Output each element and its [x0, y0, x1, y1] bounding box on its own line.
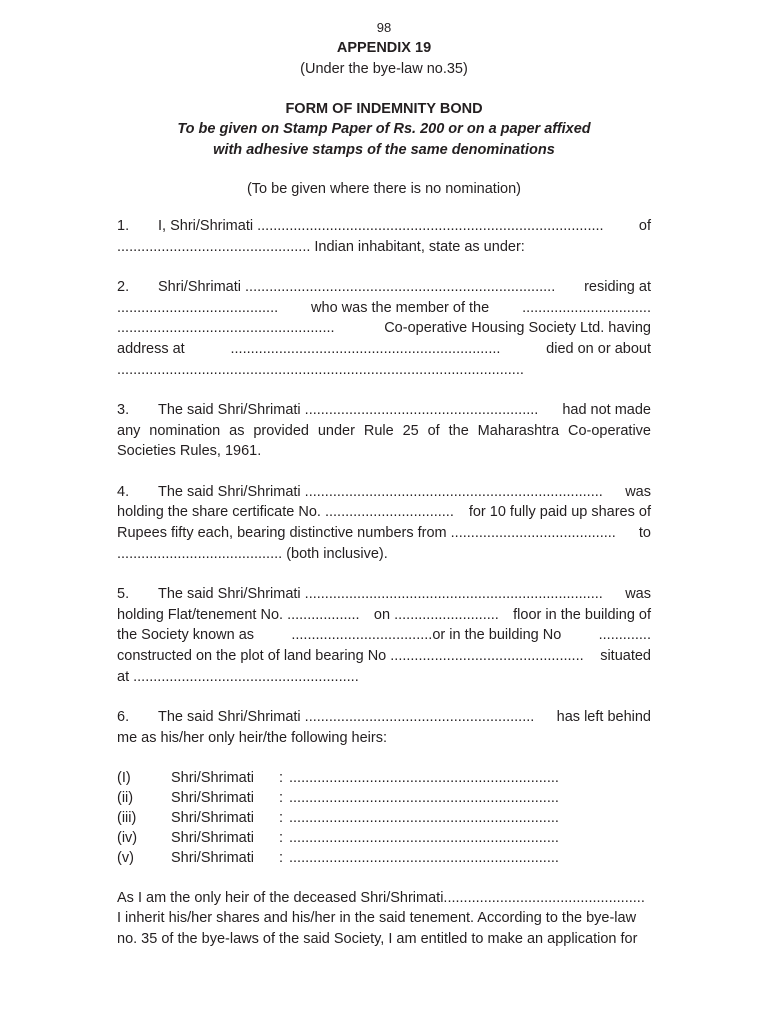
building-name-blank: ...................................or in the building No	[291, 627, 562, 644]
list-item	[117, 768, 651, 788]
text-fragment: no. 35 of the bye-laws of the said Society, I am entitled to make an application for	[117, 931, 638, 948]
paragraph-2	[117, 277, 651, 381]
heir-name-blank: ...................................................................	[289, 809, 559, 826]
appendix-heading: APPENDIX 19	[336, 40, 432, 56]
distinctive-numbers-blank: Rupees fifty each, bearing distinctive numbers from .........................................	[117, 524, 616, 541]
paragraph-5	[117, 584, 651, 688]
document-page	[117, 18, 651, 950]
text-fragment: floor in the building of	[513, 606, 651, 623]
text-fragment: was	[625, 585, 651, 602]
inhabitant-line: ................................................ Indian inhabitant, state as under:	[117, 238, 525, 255]
text-fragment: ......................................... (both inclusive).	[117, 545, 388, 562]
heir-name-blank: ...................................................................	[289, 769, 559, 786]
text-fragment: has left behind	[556, 708, 651, 725]
text-fragment: The said Shri/Shrimati ..........................................................................	[158, 585, 603, 602]
date-of-death-blank: .....................................................................................................	[117, 361, 524, 378]
text-fragment: had not made	[562, 401, 651, 418]
heir-name-blank: ...................................................................	[289, 789, 559, 806]
paragraph-number: 5.	[117, 585, 130, 602]
deceased-name-blank: Shri/Shrimati .............................................................................	[158, 278, 556, 295]
text-fragment: The said Shri/Shrimati ..........................................................	[158, 401, 539, 418]
heir-title: Shri/Shrimati	[171, 769, 254, 786]
paragraph-6	[117, 707, 651, 748]
text-fragment: for 10 fully paid up shares of	[468, 504, 651, 521]
text-fragment: to	[638, 524, 651, 541]
paragraph-number: 4.	[117, 483, 130, 500]
form-title: FORM OF INDEMNITY BOND	[285, 101, 483, 117]
building-number-blank: .............	[598, 627, 651, 644]
paragraph-number: 2.	[117, 278, 130, 295]
text-fragment: died on or about	[546, 341, 651, 358]
heir-number: (ii)	[117, 789, 134, 806]
separator: :	[279, 830, 284, 847]
text-fragment: As I am the only heir of the deceased Shri/Shrimati..................................................	[117, 889, 645, 906]
nomination-note: (To be given where there is no nomination)	[246, 181, 522, 197]
address-blank: ...................................................................	[230, 341, 501, 358]
heir-title: Shri/Shrimati	[171, 850, 254, 867]
share-certificate-blank: holding the share certificate No. ................................	[117, 504, 454, 521]
text-fragment: I inherit his/her shares and his/her in the said tenement. According to the bye-law	[117, 910, 637, 927]
nomination-statement: any nomination as provided under Rule 25 of the Maharashtra Co-operative Societies Rules, 1961.	[117, 422, 651, 460]
page-number: 98	[376, 20, 392, 35]
list-item	[117, 828, 651, 848]
heir-name-blank: ...................................................................	[289, 850, 559, 867]
text-fragment: was	[625, 483, 651, 500]
text-fragment: address at	[117, 341, 185, 358]
society-name-blank: ......................................................	[117, 320, 335, 337]
text-fragment: situated	[600, 647, 651, 664]
text-fragment: Co-operative Housing Society Ltd. having	[384, 320, 651, 337]
bye-law-reference: (Under the bye-law no.35)	[300, 61, 468, 77]
form-subtitle-line2: with adhesive stamps of the same denominations	[213, 141, 555, 158]
separator: :	[279, 809, 284, 826]
closing-paragraph	[117, 888, 651, 950]
flat-number-blank: holding Flat/tenement No. ..................	[117, 606, 360, 623]
separator: :	[279, 789, 284, 806]
list-item	[117, 848, 651, 868]
heir-number: (iv)	[117, 830, 138, 847]
separator: :	[279, 850, 284, 867]
society-blank: ................................	[522, 299, 651, 316]
text-fragment: The said Shri/Shrimati .........................................................	[158, 708, 535, 725]
declarant-name-blank: I, Shri/Shrimati ......................................................................................	[158, 218, 604, 234]
paragraph-4	[117, 482, 651, 565]
text-fragment: of	[638, 218, 651, 234]
heir-name-blank: ...................................................................	[289, 830, 559, 847]
heir-number: (iii)	[117, 809, 137, 826]
paragraph-number: 1.	[117, 218, 130, 234]
paragraph-number: 3.	[117, 401, 130, 418]
paragraph-3	[117, 400, 651, 462]
residence-blank: ........................................	[117, 299, 279, 316]
heir-title: Shri/Shrimati	[171, 809, 254, 826]
paragraph-number: 6.	[117, 708, 130, 725]
text-fragment: residing at	[584, 278, 651, 295]
list-item	[117, 808, 651, 828]
separator: :	[279, 769, 284, 786]
heir-number: (I)	[117, 769, 131, 786]
text-fragment: the Society known as	[117, 627, 255, 644]
form-subtitle-line1: To be given on Stamp Paper of Rs. 200 or on a paper affixed	[177, 121, 591, 137]
paragraph-1	[117, 216, 651, 257]
list-item	[117, 788, 651, 808]
text-fragment: who was the member of the	[311, 299, 490, 316]
heir-title: Shri/Shrimati	[171, 789, 254, 806]
location-blank: at ........................................................	[117, 668, 359, 685]
plot-number-blank: constructed on the plot of land bearing No ................................................	[117, 647, 584, 664]
heirs-list	[117, 768, 651, 868]
heir-number: (v)	[117, 850, 134, 867]
text-fragment: The said Shri/Shrimati ..........................................................................	[158, 483, 603, 500]
heir-title: Shri/Shrimati	[171, 830, 254, 847]
floor-blank: on ..........................	[373, 606, 499, 623]
text-fragment: me as his/her only heir/the following heirs:	[117, 729, 387, 746]
